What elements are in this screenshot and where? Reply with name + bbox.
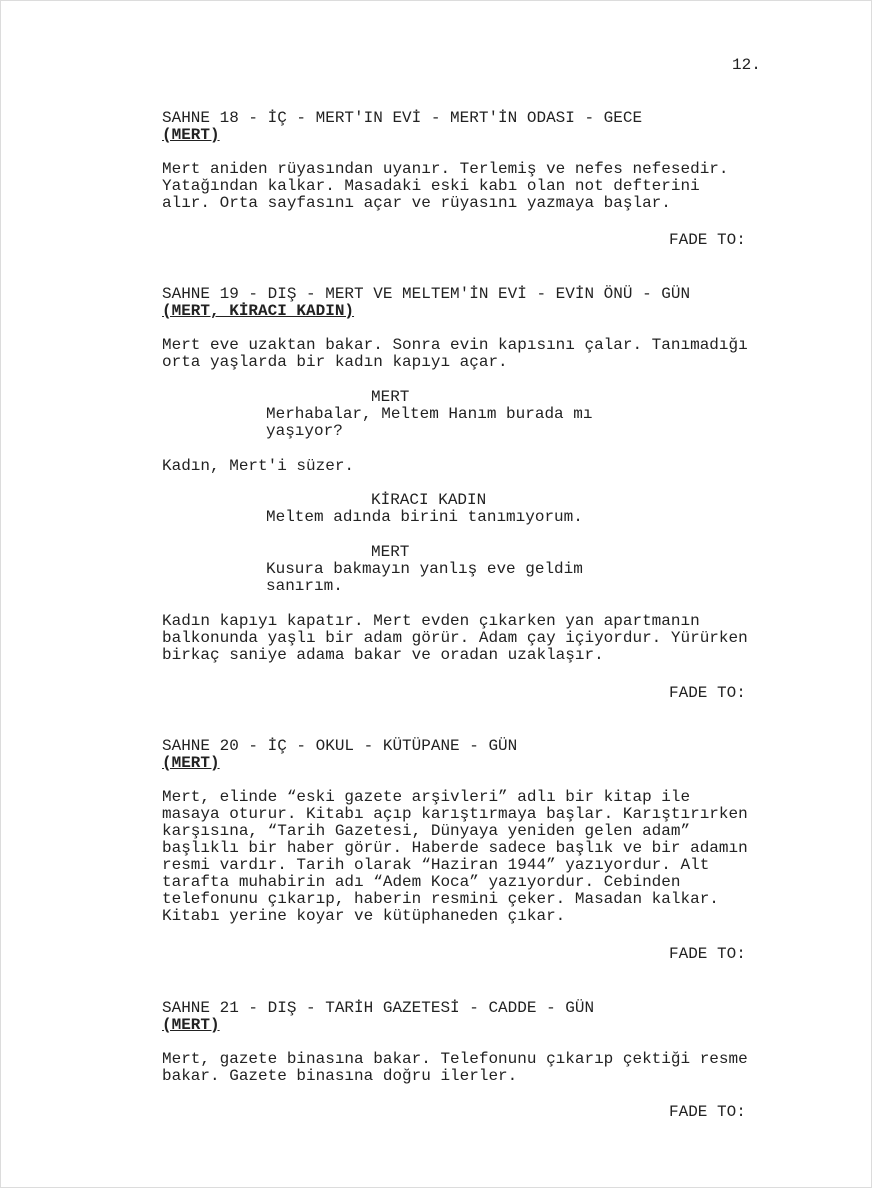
dialogue-line: Meltem adında birini tanımıyorum. <box>266 508 583 526</box>
character-cue: MERT <box>371 543 410 561</box>
action-line: birkaç saniye adama bakar ve oradan uzaklaşır. <box>162 646 604 664</box>
scene-characters: (MERT) <box>162 126 220 144</box>
dialogue-block <box>266 389 686 440</box>
action-paragraph <box>162 337 802 371</box>
action-paragraph <box>162 789 802 925</box>
action-line: Mert, elinde “eski gazete arşivleri” adlı bir kitap ile <box>162 788 691 806</box>
action-paragraph <box>162 1051 802 1085</box>
action-line: Mert aniden rüyasından uyanır. Terlemiş ve nefes nefesedir. <box>162 160 729 178</box>
dialogue-line: sanırım. <box>266 577 343 595</box>
transition: FADE TO: <box>669 1103 746 1121</box>
dialogue-line: Merhabalar, Meltem Hanım burada mı <box>266 405 593 423</box>
dialogue-block <box>266 544 686 595</box>
action-line: Kadın kapıyı kapatır. Mert evden çıkarken yan apartmanın <box>162 612 700 630</box>
transition: FADE TO: <box>669 945 746 963</box>
dialogue-line: yaşıyor? <box>266 422 343 440</box>
scene-characters: (MERT) <box>162 754 220 772</box>
action-line: Mert eve uzaktan bakar. Sonra evin kapısını çalar. Tanımadığı <box>162 336 748 354</box>
action-line: tarafta muhabirin adı “Adem Koca” yazıyordur. Cebinden <box>162 873 681 891</box>
action-line: Kadın, Mert'i süzer. <box>162 457 355 475</box>
scene-characters: (MERT, KİRACI KADIN) <box>162 302 355 320</box>
scene-heading: SAHNE 18 - İÇ - MERT'IN EVİ - MERT'İN ODASI - GECE <box>162 109 643 127</box>
action-line: balkonunda yaşlı bir adam görür. Adam çay içiyordur. Yürürken <box>162 629 748 647</box>
scene-characters: (MERT) <box>162 1016 220 1034</box>
scene-heading: SAHNE 19 - DIŞ - MERT VE MELTEM'İN EVİ - EVİN ÖNÜ - GÜN <box>162 285 691 303</box>
action-line: telefonunu çıkarıp, haberin resmini çeker. Masadan kalkar. <box>162 890 719 908</box>
action-line: orta yaşlarda bir kadın kapıyı açar. <box>162 353 508 371</box>
action-paragraph <box>162 458 802 475</box>
scene-heading: SAHNE 20 - İÇ - OKUL - KÜTÜPANE - GÜN <box>162 737 518 755</box>
transition: FADE TO: <box>669 231 746 249</box>
action-line: masaya oturur. Kitabı açıp karıştırmaya başlar. Karıştırırken <box>162 805 748 823</box>
action-line: alır. Orta sayfasını açar ve rüyasını yazmaya başlar. <box>162 194 671 212</box>
action-line: bakar. Gazete binasına doğru ilerler. <box>162 1067 518 1085</box>
scene-heading: SAHNE 21 - DIŞ - TARİH GAZETESİ - CADDE - GÜN <box>162 999 595 1017</box>
action-line: resmi vardır. Tarih olarak “Haziran 1944” yazıyordur. Alt <box>162 856 710 874</box>
action-line: başlıklı bir haber görür. Haberde sadece başlık ve bir adamın <box>162 839 748 857</box>
action-line: Mert, gazete binasına bakar. Telefonunu çıkarıp çektiği resme <box>162 1050 748 1068</box>
character-cue: KİRACI KADIN <box>371 491 487 509</box>
action-paragraph <box>162 613 802 664</box>
transition: FADE TO: <box>669 684 746 702</box>
action-line: Yatağından kalkar. Masadaki eski kabı olan not defterini <box>162 177 700 195</box>
dialogue-block <box>266 492 686 526</box>
action-line: karşısına, “Tarih Gazetesi, Dünyaya yeniden gelen adam” <box>162 822 691 840</box>
action-paragraph <box>162 161 802 212</box>
action-line: Kitabı yerine koyar ve kütüphaneden çıkar. <box>162 907 566 925</box>
dialogue-line: Kusura bakmayın yanlış eve geldim <box>266 560 583 578</box>
character-cue: MERT <box>371 388 410 406</box>
page-number: 12. <box>732 56 761 74</box>
